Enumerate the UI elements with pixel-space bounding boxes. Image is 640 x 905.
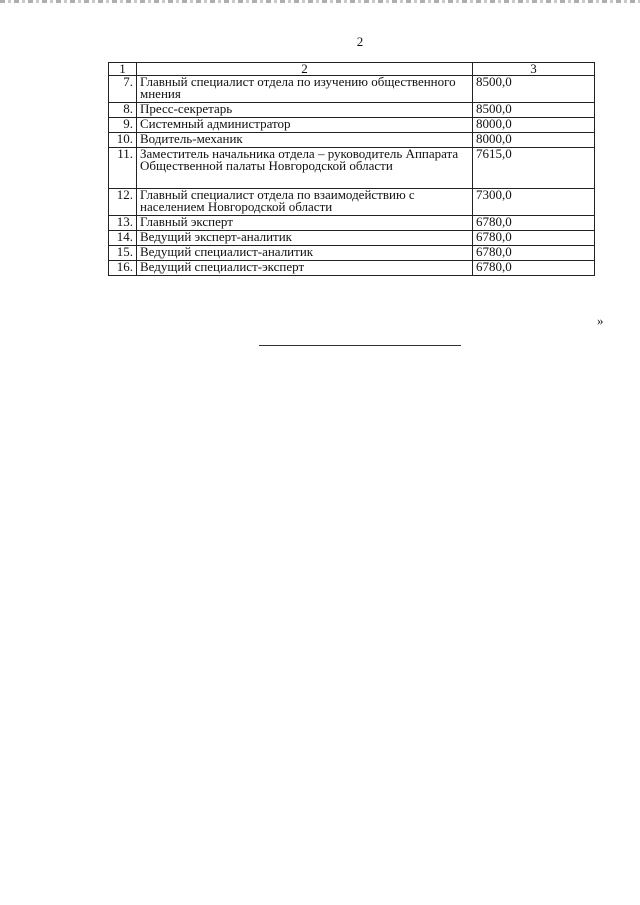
position-title: Ведущий специалист-эксперт xyxy=(137,261,473,276)
table-row xyxy=(109,76,595,103)
position-title: Системный администратор xyxy=(137,118,473,133)
salary-value: 8000,0 xyxy=(473,133,595,148)
position-title: Ведущий специалист-аналитик xyxy=(137,246,473,261)
row-number: 14. xyxy=(109,231,137,246)
header-col-1: 1 xyxy=(109,63,137,76)
table-row xyxy=(109,189,595,216)
header-col-3: 3 xyxy=(473,63,595,76)
position-title: Водитель-механик xyxy=(137,133,473,148)
row-number: 11. xyxy=(109,148,137,189)
position-title: Главный специалист отдела по изучению общественного мнения xyxy=(137,76,473,103)
salary-value: 8000,0 xyxy=(473,118,595,133)
row-number: 16. xyxy=(109,261,137,276)
salary-value: 8500,0 xyxy=(473,103,595,118)
salary-value: 7300,0 xyxy=(473,189,595,216)
row-number: 12. xyxy=(109,189,137,216)
salary-value: 6780,0 xyxy=(473,231,595,246)
staff-salary-table xyxy=(108,62,595,276)
table-row xyxy=(109,261,595,276)
row-number: 7. xyxy=(109,76,137,103)
end-of-document-rule xyxy=(259,345,461,346)
header-col-2: 2 xyxy=(137,63,473,76)
scan-edge-artifact xyxy=(0,0,640,3)
row-number: 10. xyxy=(109,133,137,148)
closing-quote-mark: » xyxy=(597,313,604,328)
position-title: Заместитель начальника отдела – руководитель Аппарата Общественной палаты Новгородской области xyxy=(137,148,473,189)
position-title: Пресс-секретарь xyxy=(137,103,473,118)
salary-value: 8500,0 xyxy=(473,76,595,103)
position-title: Главный эксперт xyxy=(137,216,473,231)
row-number: 15. xyxy=(109,246,137,261)
salary-value: 6780,0 xyxy=(473,216,595,231)
row-number: 8. xyxy=(109,103,137,118)
position-title: Главный специалист отдела по взаимодействию с населением Новгородской области xyxy=(137,189,473,216)
row-number: 13. xyxy=(109,216,137,231)
row-number: 9. xyxy=(109,118,137,133)
salary-value: 6780,0 xyxy=(473,246,595,261)
salary-value: 6780,0 xyxy=(473,261,595,276)
page-number: 2 xyxy=(356,34,364,49)
position-title: Ведущий эксперт-аналитик xyxy=(137,231,473,246)
table-row xyxy=(109,148,595,189)
salary-value: 7615,0 xyxy=(473,148,595,189)
